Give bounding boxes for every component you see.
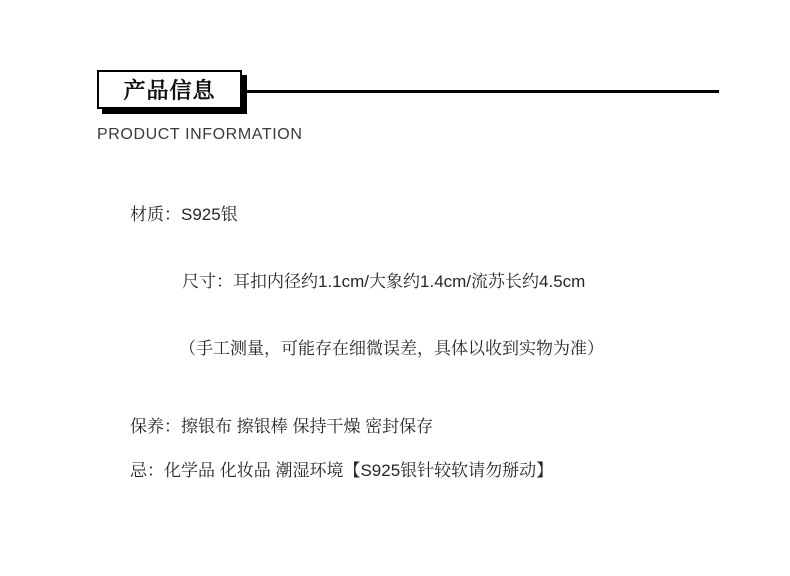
section-title-en: PRODUCT INFORMATION: [97, 126, 303, 143]
section-title-box: [97, 70, 242, 109]
material-line: 材质：S925银: [130, 205, 238, 224]
size-line: 尺寸：耳扣内径约1.1cm/大象约1.4cm/流苏长约4.5cm: [182, 272, 586, 291]
measurement-note-line: （手工测量，可能存在细微误差，具体以收到实物为准）: [179, 339, 604, 358]
header-divider-line: [238, 90, 719, 93]
avoid-line: 忌：化学品 化妆品 潮湿环境【S925银针较软请勿掰动】: [130, 461, 554, 480]
care-line: 保养：擦银布 擦银棒 保持干燥 密封保存: [130, 417, 434, 436]
section-title-cn: 产品信息: [123, 78, 216, 103]
